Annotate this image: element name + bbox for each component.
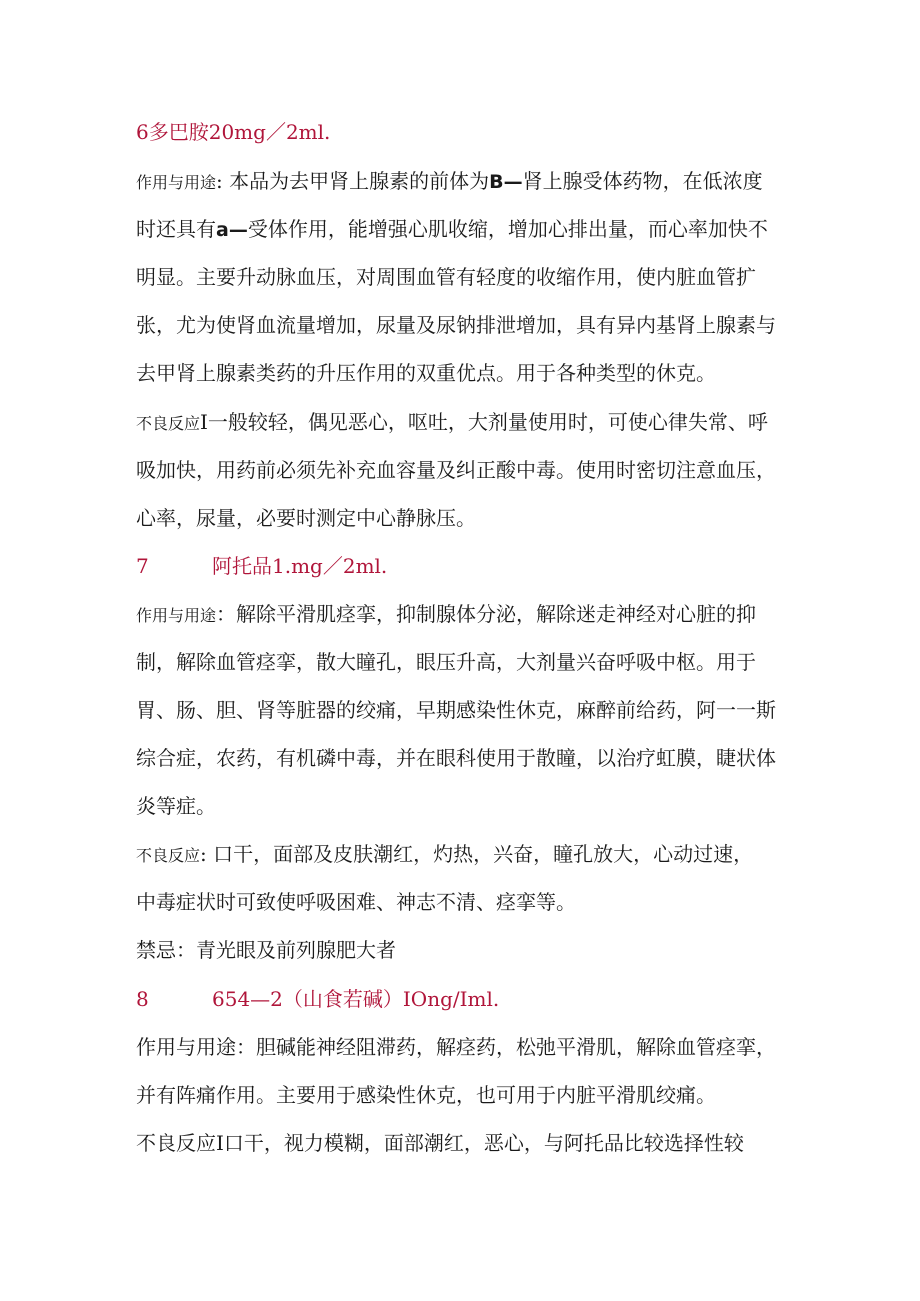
drug7-title: 阿托品1.mg／2ml. <box>212 554 388 578</box>
drug7-usage-line-5: 炎等症。 <box>136 794 216 818</box>
drug7-title-row <box>136 552 796 580</box>
drug6-usage-line-2: 时还具有a—受体作用，能增强心肌收缩，增加心排出量，而心率加快不 <box>136 217 768 241</box>
drug6-usage-label: 作用与用途 <box>136 173 217 192</box>
drug6-usage-line-4: 张，尤为使肾血流量增加，尿量及尿钠排泄增加，具有异内基肾上腺素与 <box>136 313 776 337</box>
drug8-title-row <box>136 985 796 1013</box>
drug6-title: 6多巴胺20mg／2ml. <box>136 120 331 144</box>
drug7-contraindication: 禁忌：青光眼及前列腺肥大者 <box>136 938 396 962</box>
drug7-adverse-line-2: 中毒症状时可致使呼吸困难、神志不清、痉挛等。 <box>136 890 576 914</box>
drug7-usage-line-1: 作用与用途：解除平滑肌痉挛，抑制腺体分泌，解除迷走神经对心脏的抑 <box>136 602 757 626</box>
drug6-adverse-line-1: 不良反应I一般较轻，偶见恶心，呕吐，大剂量使用时，可使心律失常、呼 <box>136 410 768 434</box>
drug6-adverse-line-3: 心率，尿量，必要时测定中心静脉压。 <box>136 506 476 530</box>
drug7-number: 7 <box>136 554 149 578</box>
drug8-number: 8 <box>136 987 149 1011</box>
drug8-adverse-line-1: 不良反应I口干，视力模糊，面部潮红，恶心，与阿托品比较选择性较 <box>136 1131 744 1155</box>
drug8-usage-line-2: 并有阵痛作用。主要用于感染性休克，也可用于内脏平滑肌绞痛。 <box>136 1083 716 1107</box>
drug7-usage-line-3: 胃、肠、胆、肾等脏器的绞痛，早期感染性休克，麻醉前给药，阿一一斯 <box>136 698 776 722</box>
drug7-usage-line-4: 综合症，农药，有机磷中毒，并在眼科使用于散瞳，以治疗虹膜，睫状体 <box>136 746 776 770</box>
drug8-title: 654—2（山食若碱）IOng/Iml. <box>212 987 500 1011</box>
drug6-usage-line-3: 明显。主要升动脉血压，对周围血管有轻度的收缩作用，使内脏血管扩 <box>136 265 756 289</box>
drug7-adverse-line-1: 不良反应: 口干，面部及皮肤潮红，灼热，兴奋，瞳孔放大，心动过速， <box>136 842 754 866</box>
drug6-adverse-label: 不良反应 <box>136 414 201 433</box>
drug6-adverse-line-2: 吸加快，用药前必须先补充血容量及纠正酸中毒。使用时密切注意血压， <box>136 458 776 482</box>
drug7-adverse-label: 不良反应 <box>136 846 201 865</box>
drug6-usage-line-5: 去甲肾上腺素类药的升压作用的双重优点。用于各种类型的休克。 <box>136 361 716 385</box>
drug8-usage-line-1: 作用与用途：胆碱能神经阻滞药，解痉药，松弛平滑肌，解除血管痉挛， <box>136 1035 776 1059</box>
drug6-usage-line-1: 作用与用途: 本品为去甲肾上腺素的前体为B—肾上腺受体药物，在低浓度 <box>136 169 763 193</box>
drug7-usage-line-2: 制，解除血管痉挛，散大瞳孔，眼压升高，大剂量兴奋呼吸中枢。用于 <box>136 650 756 674</box>
drug7-usage-label: 作用与用途 <box>136 606 217 625</box>
